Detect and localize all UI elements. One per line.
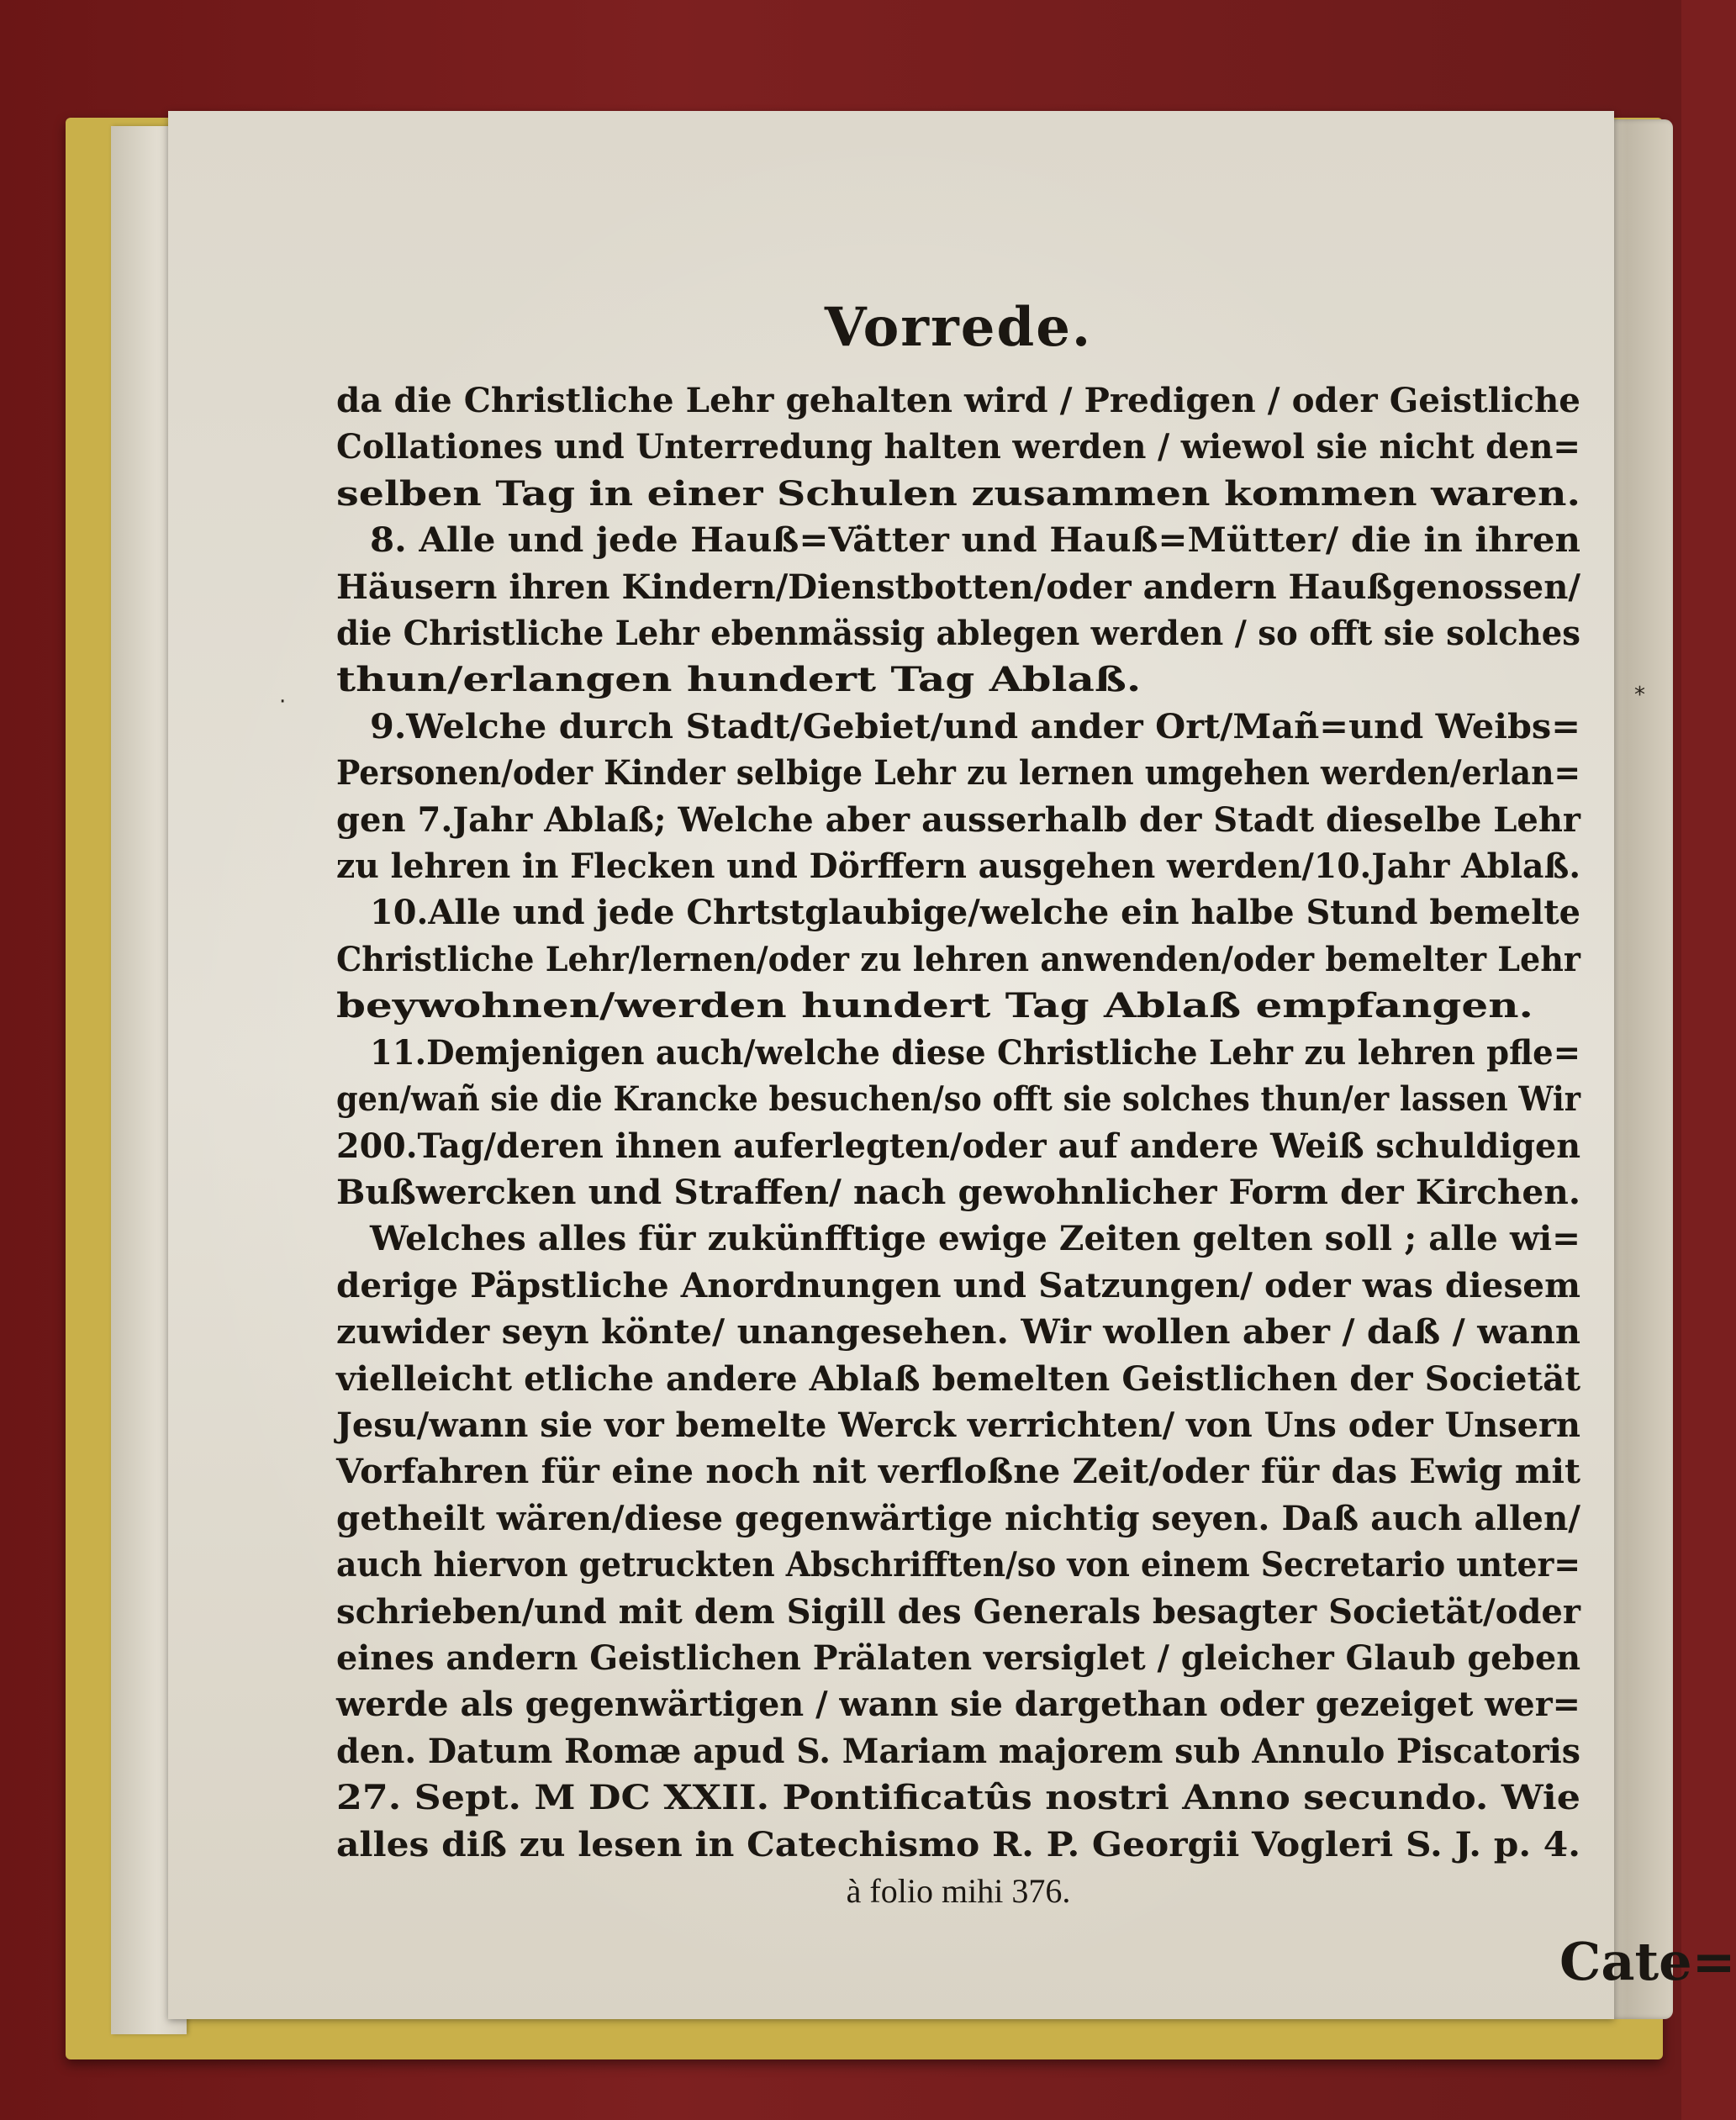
text-line-final: à folio mihi 376. (846, 1872, 1071, 1910)
page-text-block (336, 296, 1580, 1914)
margin-mark-icon: * (1634, 683, 1645, 708)
text-line: die Christliche Lehr ebenmässig ablegen werden / so offt sie solches (336, 614, 1580, 654)
text-line: auch hiervon getruckten Abschrifften/so von einem Secretario unter= (336, 1545, 1580, 1585)
text-line: werde als gegenwärtigen / wann sie dargethan oder gezeiget wer= (336, 1685, 1580, 1725)
text-line: 200.Tag/deren ihnen auferlegten/oder auf andere Weiß schuldigen (336, 1126, 1580, 1166)
text-line: thun/erlangen hundert Tag Ablaß. (336, 660, 1142, 700)
margin-mark-icon: · (279, 689, 287, 715)
text-line: Vorfahren für eine noch nit verfloßne Zeit/oder für das Ewig mit (336, 1452, 1580, 1492)
text-line: gen/wañ sie die Krancke besuchen/so offt sie solches thun/er lassen Wir (336, 1079, 1580, 1120)
text-line: vielleicht etliche andere Ablaß bemelten Geistlichen der Societät (336, 1358, 1580, 1399)
text-line: Welches alles für zukünfftige ewige Zeiten gelten soll ; alle wi= (370, 1219, 1581, 1259)
text-line: schrieben/und mit dem Sigill des Generals besagter Societät/oder (336, 1591, 1580, 1632)
text-line: gen 7.Jahr Ablaß; Welche aber ausserhalb der Stadt dieselbe Lehr (336, 799, 1580, 840)
text-line: da die Christliche Lehr gehalten wird / Predigen / oder Geistliche (336, 381, 1580, 420)
text-line: 8. Alle und jede Hauß=Vätter und Hauß=Mütter/ die in ihren (370, 520, 1580, 561)
text-line: zuwider seyn könte/ unangesehen. Wir wollen aber / daß / wann (336, 1312, 1580, 1353)
text-line: eines andern Geistlichen Prälaten versiglet / gleicher Glaub geben (336, 1637, 1580, 1678)
book-page (168, 111, 1736, 2019)
text-line: beywohnen/werden hundert Tag Ablaß empfangen. (336, 986, 1533, 1026)
text-line: Häusern ihren Kindern/Dienstbotten/oder andern Haußgenossen/ (336, 567, 1580, 607)
text-line: alles diß zu lesen in Catechismo R. P. Georgii Vogleri S. J. p. 4. (336, 1824, 1580, 1864)
text-line: 9.Welche durch Stadt/Gebiet/und ander Ort/Mañ=und Weibs= (370, 706, 1580, 746)
page-heading: Vorrede. (824, 296, 1093, 359)
text-line: Collationes und Unterredung halten werden / wiewol sie nicht den= (336, 427, 1580, 467)
text-line: Jesu/wann sie vor bemelte Werck verrichten/ von Uns oder Unsern (336, 1405, 1580, 1445)
text-line: Christliche Lehr/lernen/oder zu lehren anwenden/oder bemelter Lehr (336, 939, 1580, 979)
page-body (336, 377, 1580, 1914)
text-line: 11.Demjenigen auch/welche diese Christliche Lehr zu lehren pfle= (370, 1032, 1580, 1073)
text-line: derige Päpstliche Anordnungen und Satzungen/ oder was diesem (336, 1265, 1580, 1305)
text-line: zu lehren in Flecken und Dörffern ausgehen werden/10.Jahr Ablaß. (336, 846, 1580, 887)
text-line: selben Tag in einer Schulen zusammen kommen waren. (336, 473, 1580, 514)
text-line: getheilt wären/diese gegenwärtige nichtig seyen. Daß auch allen/ (336, 1498, 1580, 1538)
text-line: 10.Alle und jede Chrtstglaubige/welche ein halbe Stund bemelte (370, 893, 1580, 933)
text-line: Personen/oder Kinder selbige Lehr zu lernen umgehen werden/erlan= (336, 753, 1580, 794)
text-line: 27. Sept. M DC XXII. Pontificatûs nostri Anno secundo. Wie (336, 1778, 1580, 1818)
text-line: den. Datum Romæ apud S. Mariam majorem sub Annulo Piscatoris (336, 1731, 1580, 1771)
catchword: Cate= (1559, 1931, 1736, 1992)
text-line: Bußwercken und Straffen/ nach gewohnlicher Form der Kirchen. (336, 1172, 1580, 1212)
